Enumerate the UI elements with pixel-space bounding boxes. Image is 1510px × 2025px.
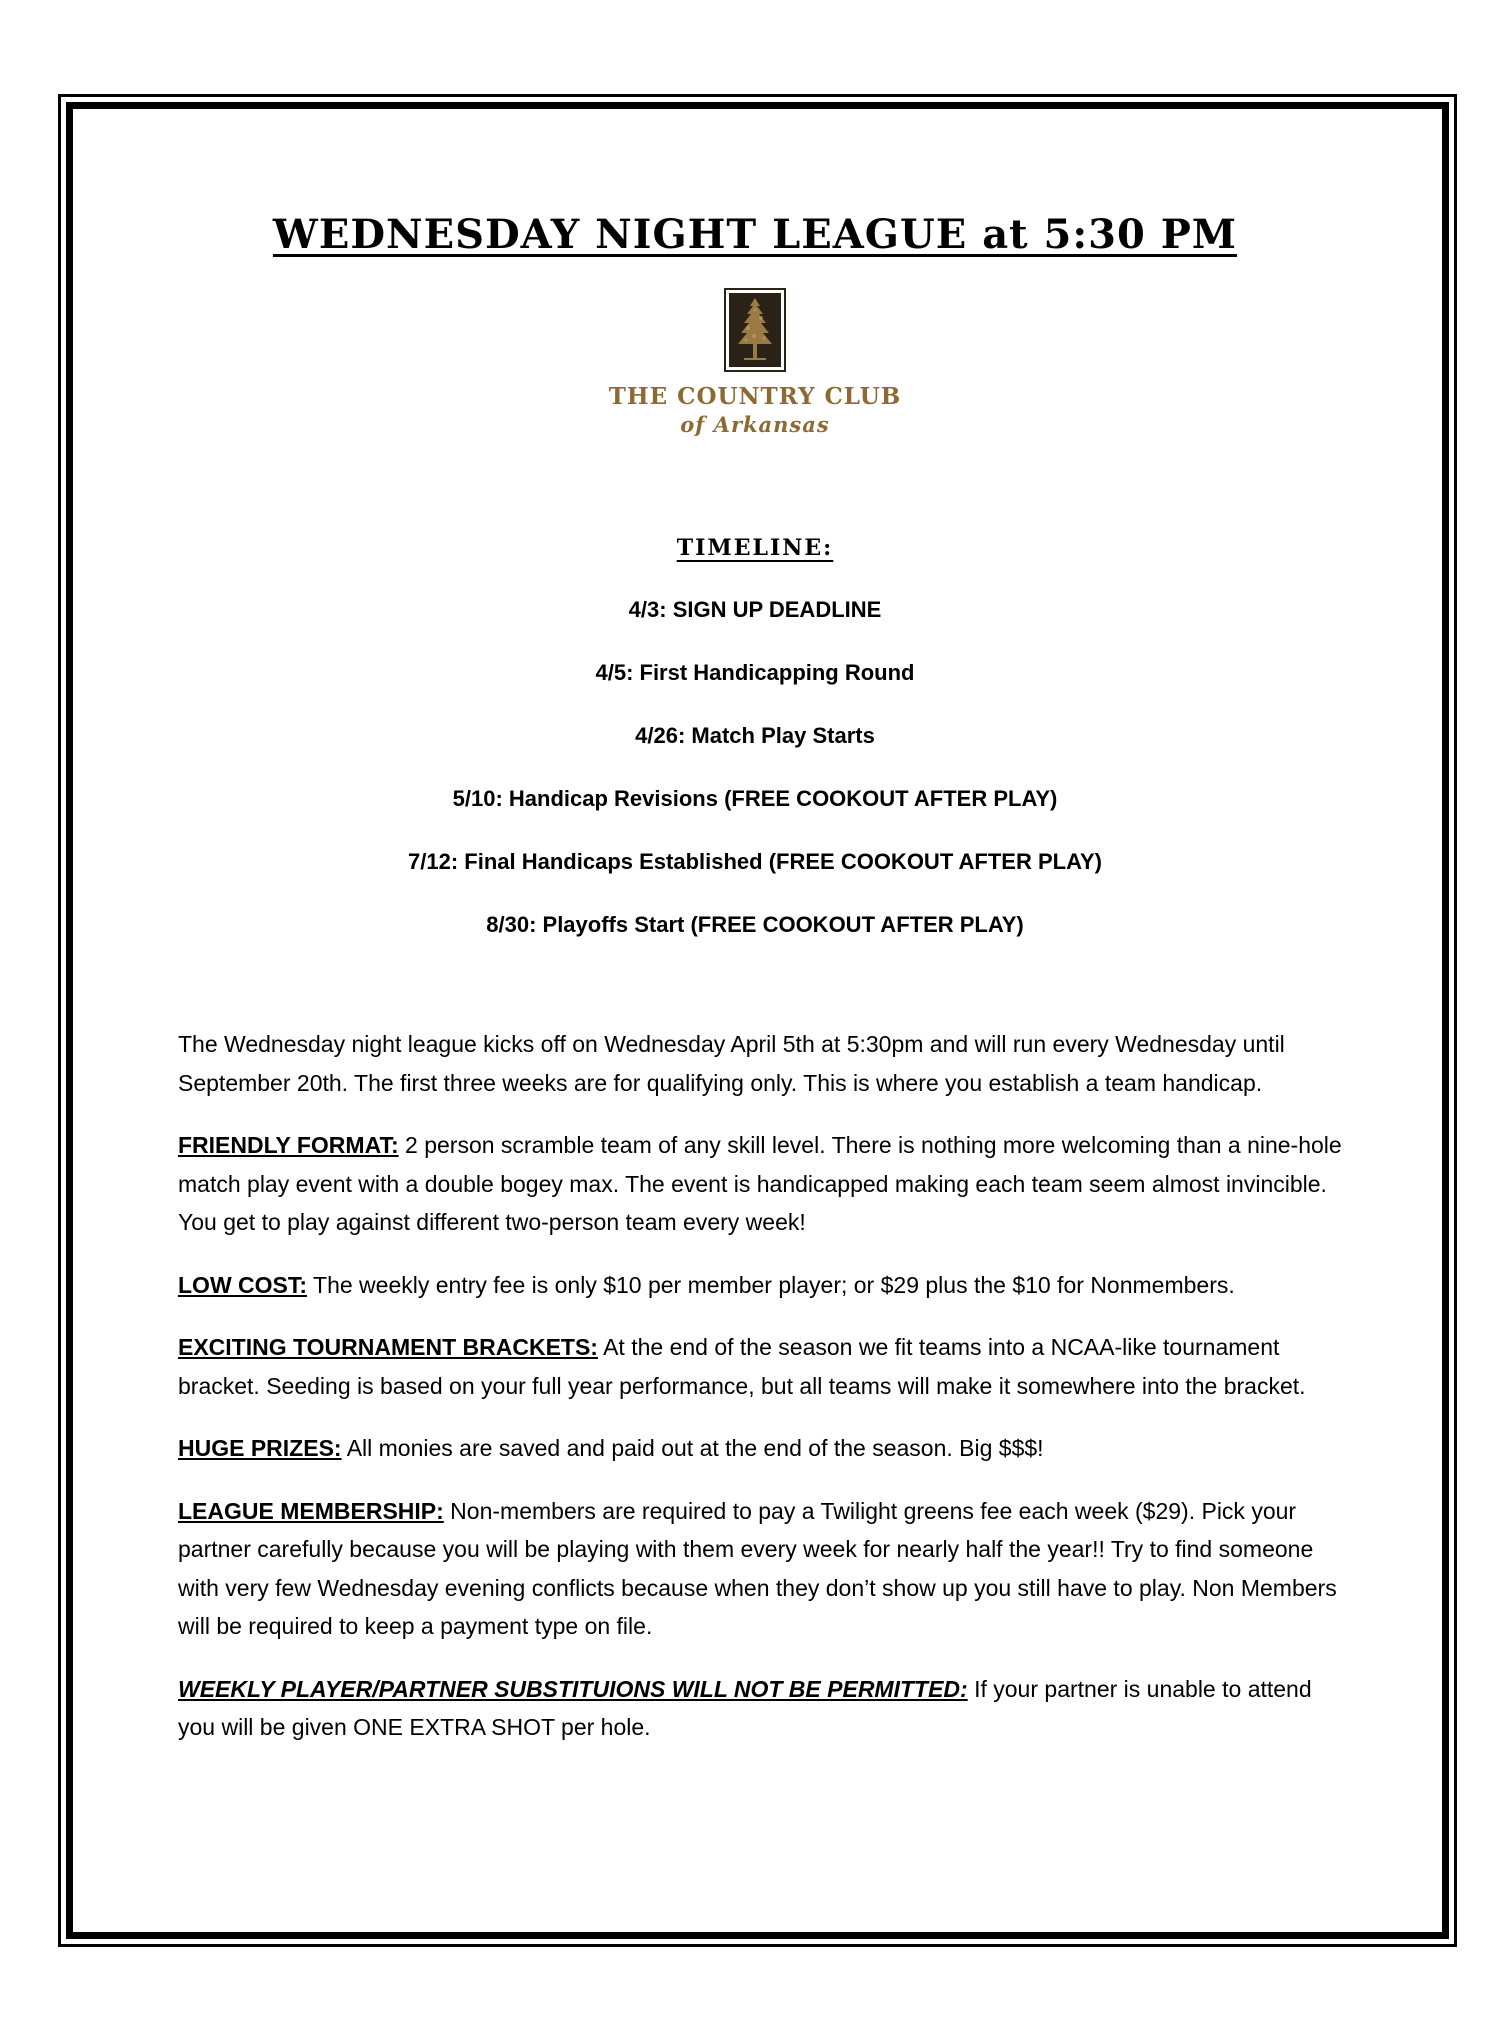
section-text: The weekly entry fee is only $10 per member player; or $29 plus the $10 for Nonmembers.	[307, 1271, 1235, 1298]
section-text: Non-members are required to pay a Twilight greens fee each week ($29). Pick your partner carefully because you will be playing with them every week for nearly half the year!! Try to find someone with very few Wednesday evening conflicts because when they don’t show up you still have to play. Non Members will be required to keep a payment type on file.	[178, 1497, 1337, 1639]
section-low-cost	[178, 1266, 1348, 1305]
section-brackets	[178, 1328, 1348, 1405]
logo-text-line1: THE COUNTRY CLUB	[608, 383, 902, 410]
section-substitutions	[178, 1670, 1348, 1747]
club-logo	[0, 288, 1510, 437]
timeline-list	[0, 596, 1510, 974]
section-label: LOW COST:	[178, 1271, 308, 1298]
timeline-item: 5/10: Handicap Revisions (FREE COOKOUT AFTER PLAY)	[452, 786, 1058, 811]
tree-emblem-icon	[724, 288, 786, 377]
timeline-item: 4/3: SIGN UP DEADLINE	[628, 597, 882, 622]
section-text: 2 person scramble team of any skill level. There is nothing more welcoming than a nine-hole match play event with a double bogey max. The event is handicapped making each team seem almost invincible. You get to play against different two-person team every week!	[178, 1132, 1342, 1235]
timeline-item: 4/5: First Handicapping Round	[595, 660, 915, 685]
timeline-item: 8/30: Playoffs Start (FREE COOKOUT AFTER PLAY)	[486, 912, 1024, 937]
timeline-item: 4/26: Match Play Starts	[635, 723, 875, 748]
section-membership	[178, 1492, 1348, 1646]
section-text: If your partner is unable to attend you will be given ONE EXTRA SHOT per hole.	[178, 1675, 1312, 1740]
timeline-item: 7/12: Final Handicaps Established (FREE COOKOUT AFTER PLAY)	[408, 849, 1102, 874]
section-text: At the end of the season we fit teams into a NCAA-like tournament bracket. Seeding is based on your full year performance, but all teams will make it somewhere into the bracket.	[178, 1334, 1306, 1399]
timeline-heading: TIMELINE:	[676, 535, 834, 561]
logo-text-line2: of Arkansas	[680, 412, 830, 437]
section-label: FRIENDLY FORMAT:	[178, 1132, 399, 1158]
body-text	[178, 1025, 1348, 1771]
section-prizes	[178, 1429, 1348, 1468]
section-label: LEAGUE MEMBERSHIP:	[178, 1497, 444, 1524]
page-title: WEDNESDAY NIGHT LEAGUE at 5:30 PM	[272, 211, 1238, 258]
section-text: All monies are saved and paid out at the end of the season. Big $$$!	[341, 1435, 1044, 1461]
section-label: WEEKLY PLAYER/PARTNER SUBSTITUIONS WILL NOT BE PERMITTED:	[178, 1675, 968, 1702]
section-friendly-format	[178, 1126, 1348, 1242]
section-label: EXCITING TOURNAMENT BRACKETS:	[178, 1334, 598, 1360]
section-label: HUGE PRIZES:	[178, 1435, 342, 1461]
intro-paragraph: The Wednesday night league kicks off on Wednesday April 5th at 5:30pm and will run every Wednesday until September 20th. The first three weeks are for qualifying only. This is where you establish a team handicap.	[178, 1031, 1285, 1096]
